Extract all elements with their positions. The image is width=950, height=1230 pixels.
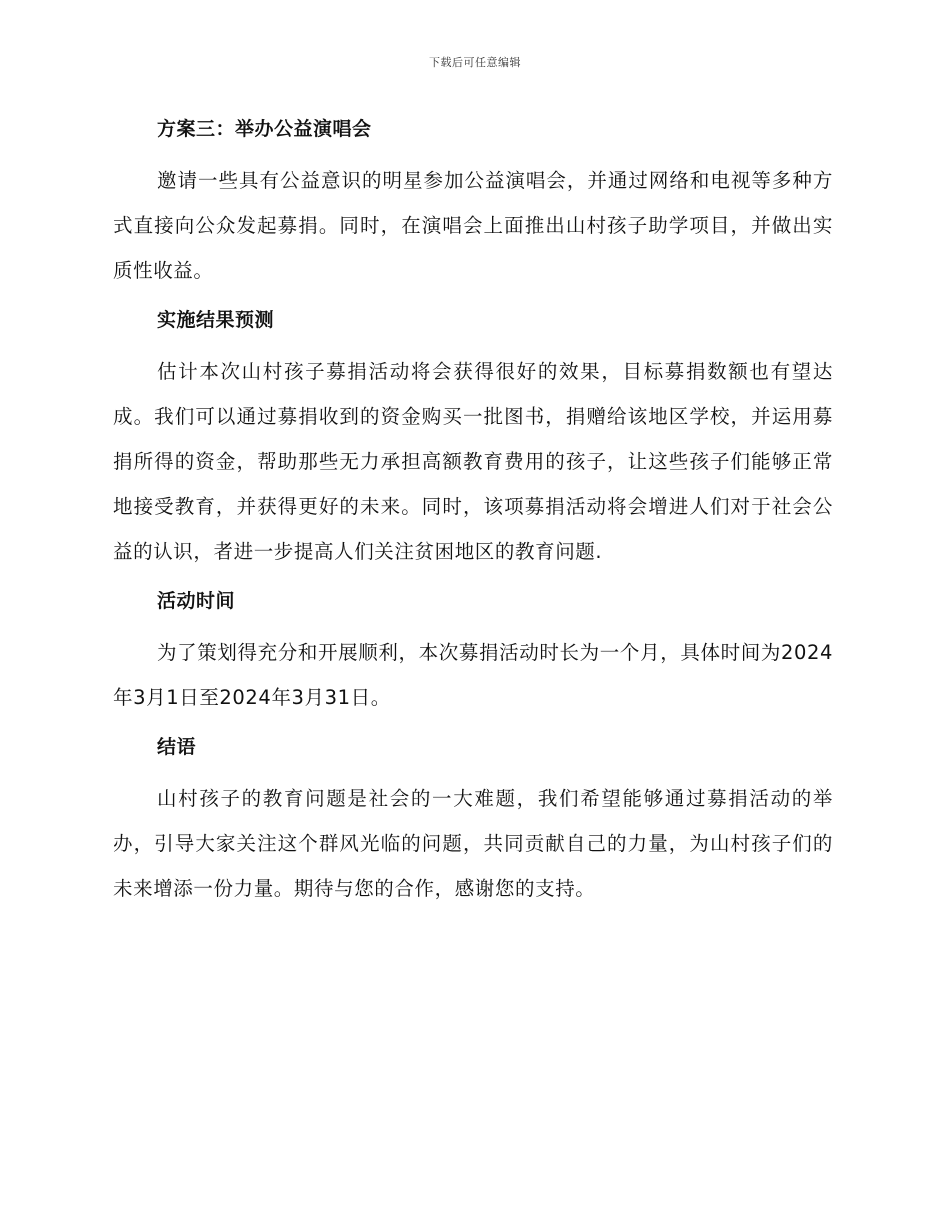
section-plan-three xyxy=(113,112,833,293)
section-paragraph: 为了策划得充分和开展顺利，本次募捐活动时长为一个月，具体时间为2024年3月1日至2024年3月31日。 xyxy=(113,641,833,709)
section-heading: 方案三：举办公益演唱会 xyxy=(157,118,372,140)
document-body xyxy=(113,112,833,921)
section-heading: 实施结果预测 xyxy=(157,309,275,331)
section-paragraph: 邀请一些具有公益意识的明星参加公益演唱会，并通过网络和电视等多种方式直接向公众发起募捐。同时，在演唱会上面推出山村孩子助学项目，并做出实质性收益。 xyxy=(113,169,833,282)
section-activity-time xyxy=(113,584,833,720)
section-paragraph: 山村孩子的教育问题是社会的一大难题，我们希望能够通过募捐活动的举办，引导大家关注这个群风光临的问题，共同贡献自己的力量，为山村孩子们的未来增添一份力量。期待与您的合作，感谢您的支持。 xyxy=(113,787,833,900)
section-heading: 结语 xyxy=(157,736,197,758)
section-heading: 活动时间 xyxy=(157,590,236,612)
section-result-forecast xyxy=(113,303,833,574)
header-note: 下载后可任意编辑 xyxy=(429,56,521,69)
section-paragraph: 估计本次山村孩子募捐活动将会获得很好的效果，目标募捐数额也有望达成。我们可以通过募捐收到的资金购买一批图书，捐赠给该地区学校，并运用募捐所得的资金，帮助那些无力承担高额教育费用的孩子，让这些孩子们能够正常地接受教育，并获得更好的未来。同时，该项募捐活动将会增进人们对于社会公益的认识，者进一步提高人们关注贫困地区的教育问题. xyxy=(113,360,833,563)
section-conclusion xyxy=(113,730,833,911)
